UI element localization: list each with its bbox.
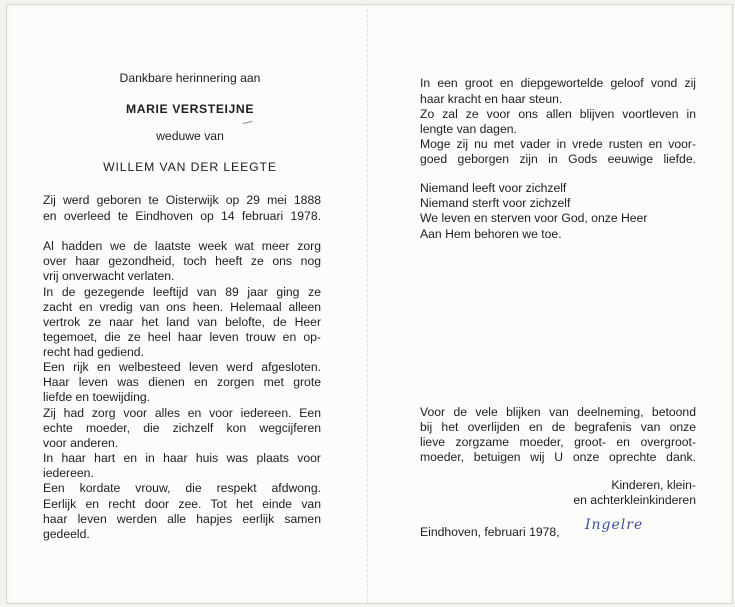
birth-line: en overleed te Eindhoven op 14 februari 1978.	[43, 209, 321, 223]
signoff-line: en achterkleinkinderen	[573, 493, 696, 507]
faith-line: In een groot en diepgewortelde geloof vond zij	[420, 76, 696, 90]
body-line: echte moeder, die zichzelf kon wegcijferen	[43, 421, 321, 435]
card-fold	[367, 4, 368, 602]
body-line: liefde en toewijding.	[43, 390, 151, 404]
body-line: Zij had zorg voor alles en voor iedereen. Een	[43, 406, 321, 420]
body-line: zacht en vredig van ons heen. Helemaal alleen	[43, 300, 321, 314]
intro-text: Dankbare herinnering aan	[119, 71, 261, 85]
body-line: vertrok ze naar het land van belofte, de Heer	[43, 315, 321, 329]
faith-line: goed geborgen zijn in Gods eeuwige liefde.	[420, 152, 696, 166]
body-line: haar leven werden alle hapjes eerlijk samen	[43, 512, 321, 526]
thanks-line: lieve zorgzame moeder, groot- en overgroot-	[420, 435, 696, 449]
body-line: tegemoet, die ze heel haar leven trouw en op-	[43, 330, 321, 344]
body-line: Een rijk en welbesteed leven werd afgesloten.	[43, 360, 321, 374]
body-line: In haar hart en in haar huis was plaats voor	[43, 451, 321, 465]
verse-line: We leven en sterven voor God, onze Heer	[420, 211, 648, 225]
signoff-line: Kinderen, klein-	[611, 478, 696, 492]
body-line: recht had gediend.	[43, 345, 144, 359]
body-line: vrij onverwacht verlaten.	[43, 269, 175, 283]
body-line: voor anderen.	[43, 436, 119, 450]
husband-name: WILLEM VAN DER LEEGTE	[103, 160, 277, 174]
birth-line: Zij werd geboren te Oisterwijk op 29 mei 1888	[43, 193, 321, 207]
verse-line: Niemand sterft voor zichzelf	[420, 196, 571, 210]
verse-line: Aan Hem behoren we toe.	[420, 227, 562, 241]
faith-line: lengte van dagen.	[420, 122, 517, 136]
thanks-line: Voor de vele blijken van deelneming, betoond	[420, 405, 696, 419]
faith-line: Zo zal ze voor ons allen blijven voortleven in	[420, 107, 696, 121]
verse-line: Niemand leeft voor zichzelf	[420, 181, 567, 195]
body-line: Een kordate vrouw, die respekt afdwong.	[43, 481, 321, 495]
faith-line: Moge zij nu met vader in vrede rusten en voor-	[420, 137, 696, 151]
body-line: iedereen.	[43, 466, 94, 480]
thanks-line: moeder, betuigen wij U onze oprechte dank.	[420, 450, 696, 464]
faith-line: haar kracht en haar steun.	[420, 92, 563, 106]
place-date: Eindhoven, februari 1978,	[420, 525, 560, 539]
body-line: gedeeld.	[43, 527, 90, 541]
handwritten-signature: Ingelre	[585, 517, 644, 533]
body-line: Al hadden we de laatste week wat meer zorg	[43, 239, 321, 253]
body-line: In de gezegende leeftijd van 89 jaar ging ze	[43, 285, 321, 299]
thanks-line: bij het overlijden en de begrafenis van onze	[420, 420, 696, 434]
body-line: Eerlijk en recht door zee. Tot het einde van	[43, 497, 321, 511]
deceased-name: MARIE VERSTEIJNE	[125, 102, 255, 116]
body-line: Haar leven was dienen en zorgen met grote	[43, 375, 321, 389]
body-line: over haar gezondheid, toch heeft ze ons nog	[43, 254, 321, 268]
widow-text: weduwe van	[156, 129, 224, 143]
